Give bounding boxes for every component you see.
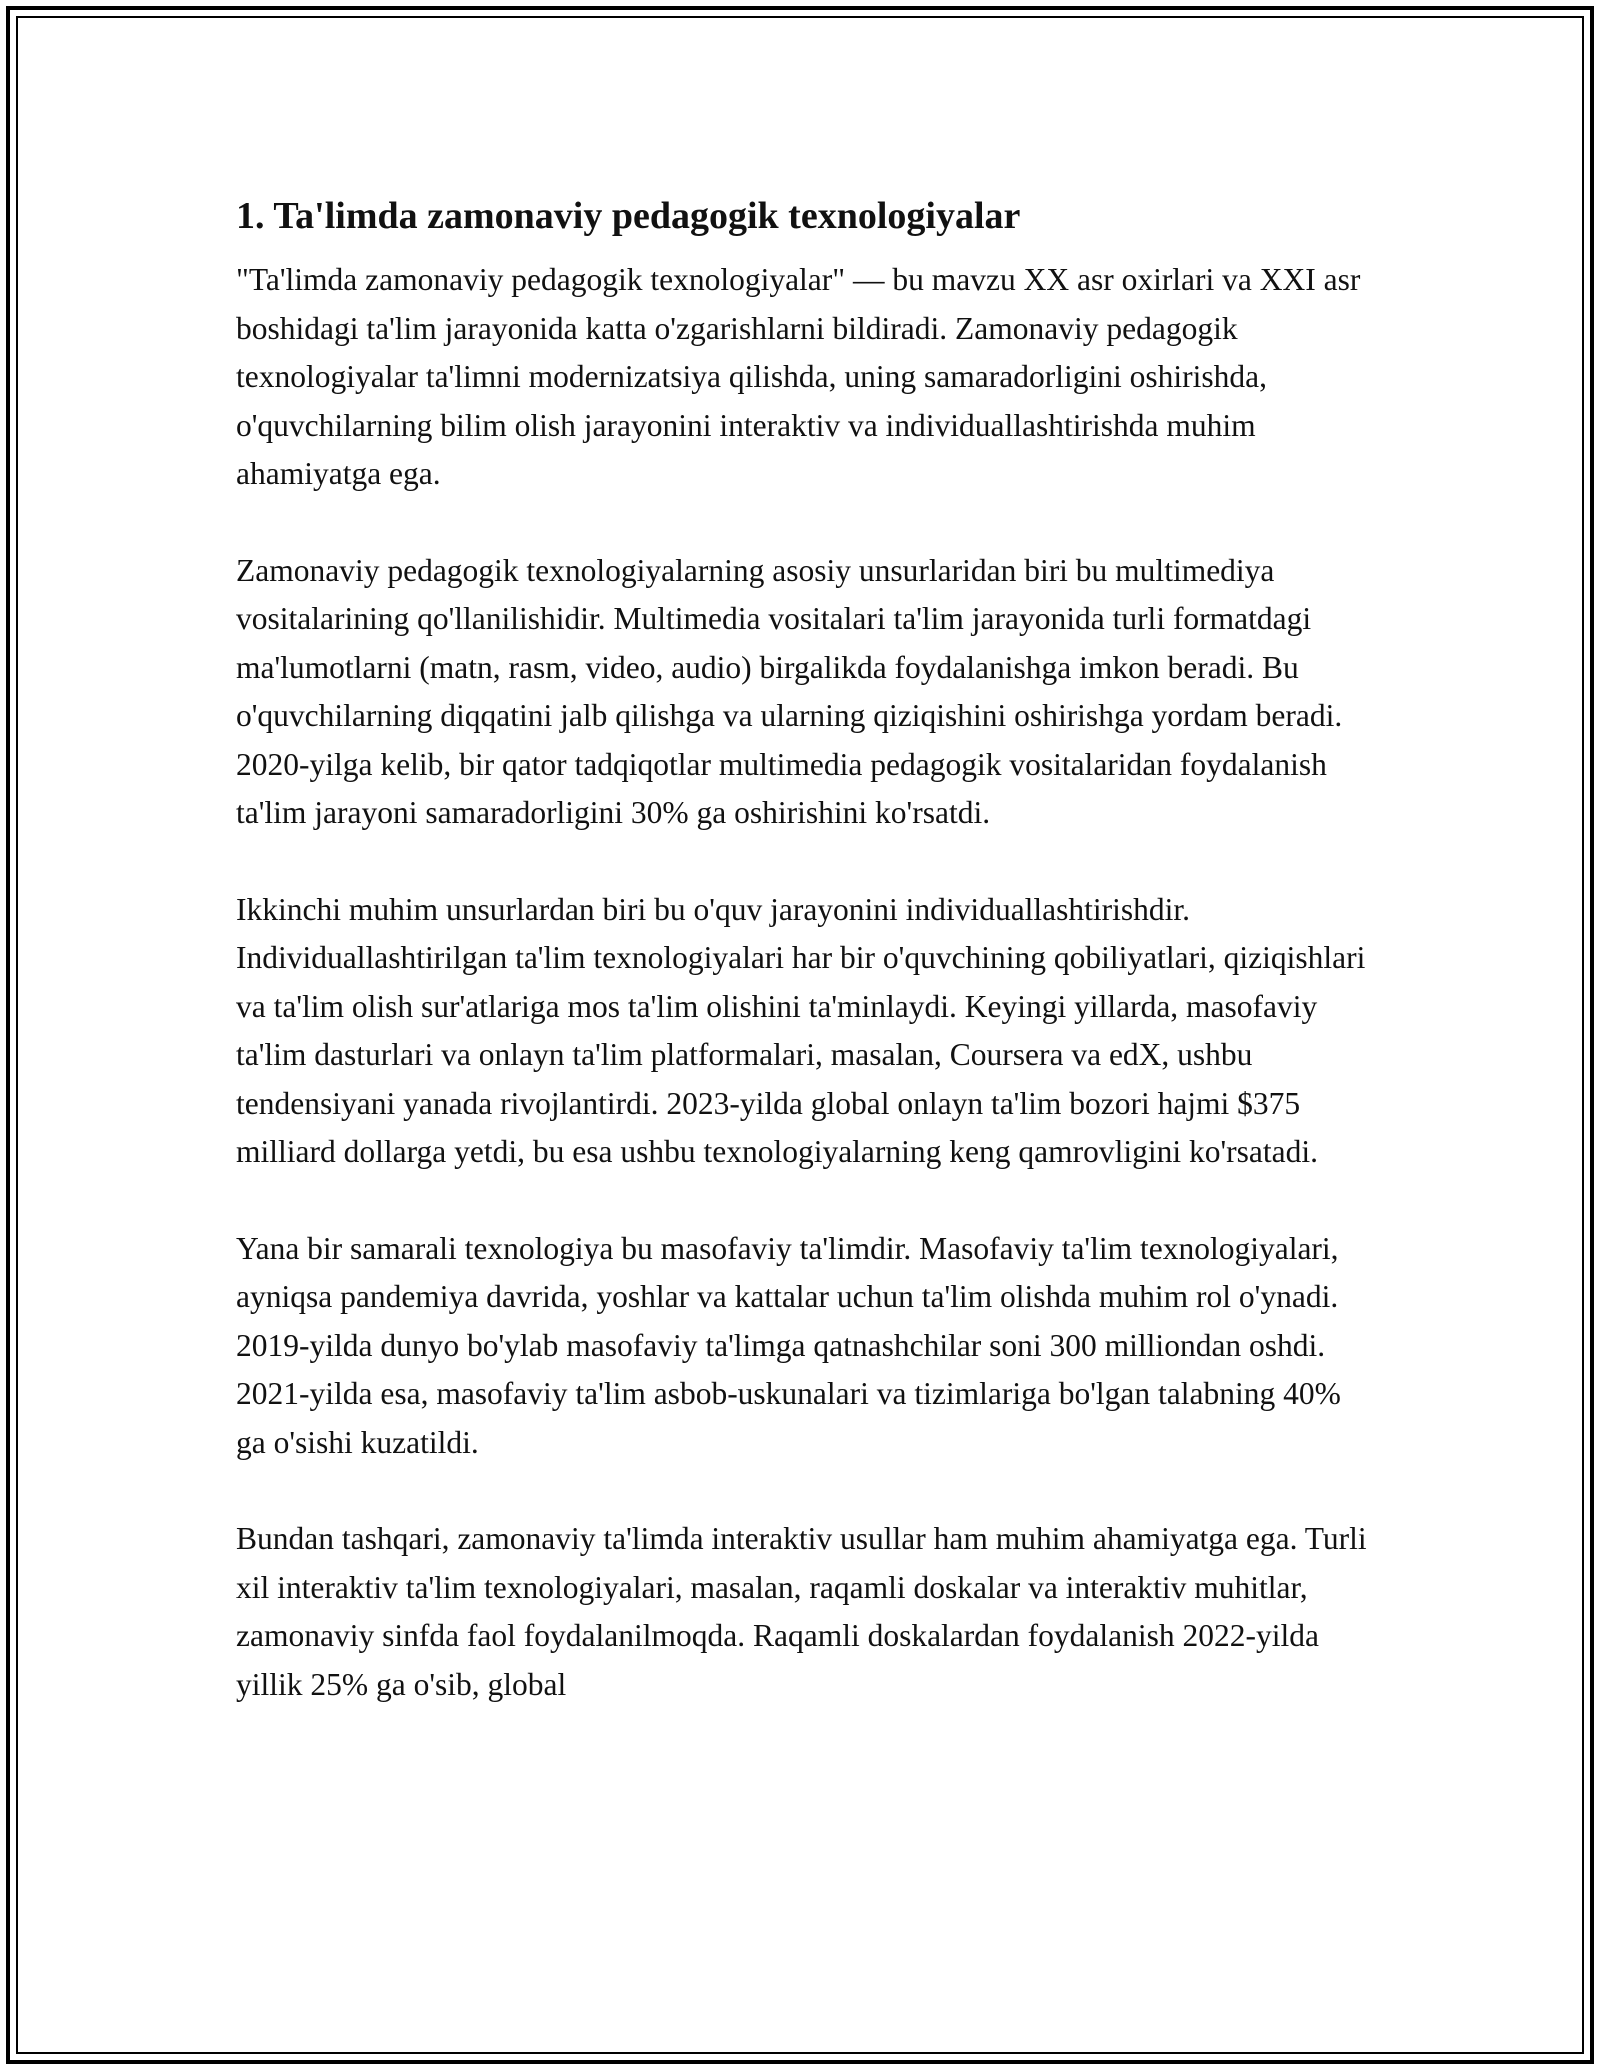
paragraph-multimedia: Zamonaviy pedagogik texnologiyalarning asosiy unsurlaridan biri bu multimediya vositalarining qo'llanilishidir. Multimedia vositalari ta'lim jarayonida turli formatdagi ma'lumotlarni (matn, rasm, video, audio) birgalikda foydalanishga imkon beradi. Bu o'quvchilarning diqqatini jalb qilishga va ularning qiziqishini oshirishga yordam beradi. 2020-yilga kelib, bir qator tadqiqotlar multimedia pedagogik vositalaridan foydalanish ta'lim jarayoni samaradorligini 30% ga oshirishini ko'rsatdi.: [236, 552, 1343, 830]
paragraph-intro: "Ta'limda zamonaviy pedagogik texnologiyalar" — bu mavzu XX asr oxirlari va XXI asr boshidagi ta'lim jarayonida katta o'zgarishlarni bildiradi. Zamonaviy pedagogik texnologiyalar ta'limni modernizatsiya qilishda, uning samaradorligini oshirishda, o'quvchilarning bilim olish jarayonini interaktiv va individuallashtirishda muhim ahamiyatga ega.: [236, 262, 1361, 491]
section-title: 1. Ta'limda zamonaviy pedagogik texnologiyalar: [236, 195, 1021, 237]
paragraph-interactive-methods: Bundan tashqari, zamonaviy ta'limda interaktiv usullar ham muhim ahamiyatga ega. Turli xil interaktiv ta'lim texnologiyalari, masalan, raqamli doskalar va interaktiv muhitlar, zamonaviy sinfda faol foydalanilmoqda. Raqamli doskalardan foydalanish 2022-yilda yillik 25% ga o'sib, global: [236, 1521, 1367, 1702]
paragraph-distance-learning: Yana bir samarali texnologiya bu masofaviy ta'limdir. Masofaviy ta'lim texnologiyalari, ayniqsa pandemiya davrida, yoshlar va kattalar uchun ta'lim olishda muhim rol o'ynadi. 2019-yilda dunyo bo'ylab masofaviy ta'limga qatnashchilar soni 300 milliondan oshdi. 2021-yilda esa, masofaviy ta'lim asbob-uskunalari va tizimlariga bo'lgan talabning 40% ga o'sishi kuzatildi.: [236, 1230, 1341, 1460]
document-body: [236, 192, 1376, 1757]
paragraph-individualization: Ikkinchi muhim unsurlardan biri bu o'quv jarayonini individuallashtirishdir. Individuallashtirilgan ta'lim texnologiyalari har bir o'quvchining qobiliyatlari, qiziqishlari va ta'lim olish sur'atlariga mos ta'lim olishini ta'minlaydi. Keyingi yillarda, masofaviy ta'lim dasturlari va onlayn ta'lim platformalari, masalan, Coursera va edX, ushbu tendensiyani yanada rivojlantirdi. 2023-yilda global onlayn ta'lim bozori hajmi $375 milliard dollarga yetdi, bu esa ushbu texnologiyalarning keng qamrovligini ko'rsatadi.: [236, 891, 1366, 1169]
